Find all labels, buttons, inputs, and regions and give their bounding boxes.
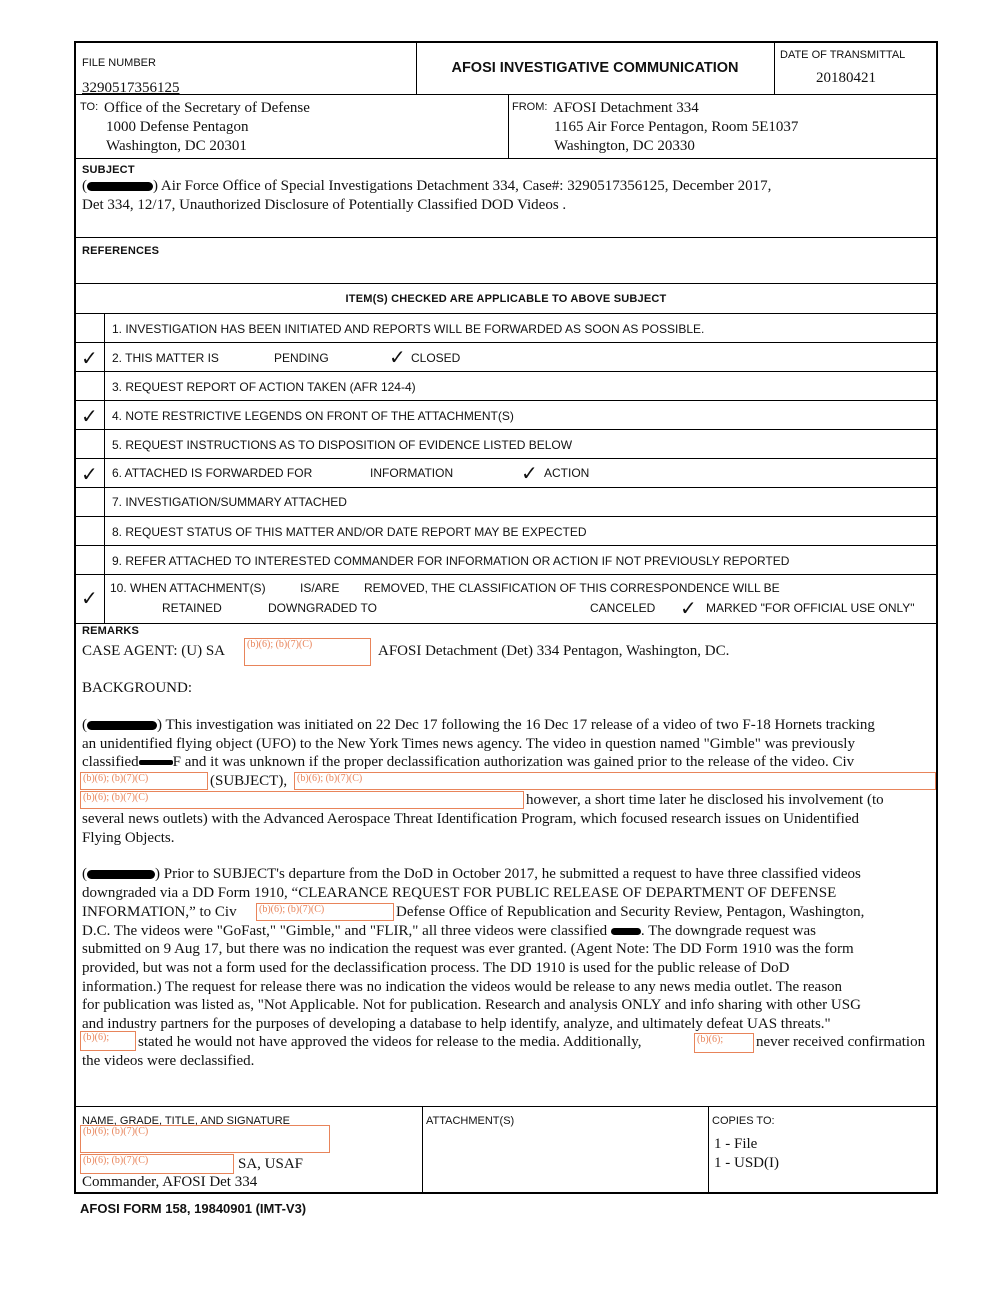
from-line-3: Washington, DC 20330 xyxy=(554,138,695,154)
case-agent-suffix: AFOSI Detachment (Det) 334 Pentagon, Washington, DC. xyxy=(378,643,730,659)
copy-1: 1 - File xyxy=(714,1136,758,1152)
redaction-box: (b)(6); (b)(7)(C) xyxy=(80,791,524,809)
subject-line-2: Det 334, 12/17, Unauthorized Disclosure of Potentially Classified DOD Videos . xyxy=(82,197,567,213)
item-10-c: REMOVED, THE CLASSIFICATION OF THIS CORRESPONDENCE WILL BE xyxy=(364,581,780,595)
item-1: 1. INVESTIGATION HAS BEEN INITIATED AND REPORTS WILL BE FORWARDED AS SOON AS POSSIBLE. xyxy=(112,322,705,336)
transmittal-date: 20180421 xyxy=(816,70,876,86)
p1-line-5: however, a short time later he disclosed his involvement (to xyxy=(526,792,884,808)
classification-blackout xyxy=(139,760,173,765)
copy-2: 1 - USD(I) xyxy=(714,1155,779,1171)
check-icon: ✓ xyxy=(81,346,98,370)
item-10-canceled: CANCELED xyxy=(590,601,656,615)
subject-label: SUBJECT xyxy=(82,164,135,176)
p2-line-6: provided, but was not a form used for the declassification process. The DD 1910 is used for the public release of DoD xyxy=(82,960,790,976)
attachments-label: ATTACHMENT(S) xyxy=(426,1115,515,1127)
classification-blackout xyxy=(611,928,641,935)
item-5: 5. REQUEST INSTRUCTIONS AS TO DISPOSITION OF EVIDENCE LISTED BELOW xyxy=(112,438,573,452)
classification-blackout xyxy=(87,182,153,191)
item-2-closed: CLOSED xyxy=(411,351,461,365)
check-icon: ✓ xyxy=(81,404,98,428)
item-2: 2. THIS MATTER IS xyxy=(112,351,219,365)
items-heading: ITEM(S) CHECKED ARE APPLICABLE TO ABOVE SUBJECT xyxy=(345,293,667,305)
signature-label: NAME, GRADE, TITLE, AND SIGNATURE xyxy=(82,1115,291,1127)
p1-line-3: classified F and it was unknown if the proper declassification authorization was gained prior to the release of the video. Civ xyxy=(82,754,855,770)
item-10-a: 10. WHEN ATTACHMENT(S) xyxy=(110,581,266,595)
p2-line-2: downgraded via a DD Form 1910, “CLEARANCE REQUEST FOR PUBLIC RELEASE OF DEPARTMENT OF DEFENSE xyxy=(82,885,837,901)
p1-line-4: (SUBJECT), xyxy=(210,773,288,789)
item-8: 8. REQUEST STATUS OF THIS MATTER AND/OR DATE REPORT MAY BE EXPECTED xyxy=(112,525,587,539)
redaction-box: (b)(6); (b)(7)(C) xyxy=(80,1125,330,1153)
item-10-retained: RETAINED xyxy=(162,601,222,615)
file-number: 3290517356125 xyxy=(82,80,180,96)
from-line-2: 1165 Air Force Pentagon, Room 5E1037 xyxy=(554,119,799,135)
item-7: 7. INVESTIGATION/SUMMARY ATTACHED xyxy=(112,495,347,509)
item-2-pending: PENDING xyxy=(274,351,329,365)
from-label: FROM: xyxy=(512,101,548,113)
redaction-box: (b)(6); xyxy=(694,1033,754,1053)
p2-line-4: D.C. The videos were "GoFast," "Gimble," and "FLIR," all three videos were classified . The downgrade request was xyxy=(82,923,816,939)
case-agent-prefix: CASE AGENT: (U) SA xyxy=(82,643,226,659)
redaction-box: (b)(6); xyxy=(80,1031,136,1051)
p2-line-5: submitted on 9 Aug 17, but there was no indication the request was ever granted. (Agent Note: The DD Form 1910 was the form xyxy=(82,941,854,957)
p1-line-6: several news outlets) with the Advanced Aerospace Threat Identification Program, which focused research issues on Unidentified xyxy=(82,811,859,827)
p2-line-1: ( ) Prior to SUBJECT's departure from the DoD in October 2017, he submitted a request to have three classified videos xyxy=(82,866,861,882)
investigative-communication-form xyxy=(74,41,938,1194)
item-10-downgraded: DOWNGRADED TO xyxy=(268,601,377,615)
p2-line-7: information.) The request for release there was no indication the videos would be release to any news media outlet. The reason xyxy=(82,979,843,995)
classification-blackout xyxy=(87,721,157,730)
p2-line-11: the videos were declassified. xyxy=(82,1053,255,1069)
date-label: DATE OF TRANSMITTAL xyxy=(780,49,906,61)
form-identifier: AFOSI FORM 158, 19840901 (IMT-V3) xyxy=(80,1201,307,1216)
item-10-marked: MARKED "FOR OFFICIAL USE ONLY" xyxy=(706,601,915,615)
classification-blackout xyxy=(87,870,155,879)
copies-label: COPIES TO: xyxy=(712,1115,775,1127)
p1-line-7: Flying Objects. xyxy=(82,830,175,846)
subject-line-1: ( ) Air Force Office of Special Investigations Detachment 334, Case#: 3290517356125, December 2017, xyxy=(82,178,772,194)
p2-line-10a: stated he would not have approved the videos for release to the media. Additionally, xyxy=(138,1034,642,1050)
form-title: AFOSI INVESTIGATIVE COMMUNICATION xyxy=(451,60,739,76)
item-4: 4. NOTE RESTRICTIVE LEGENDS ON FRONT OF THE ATTACHMENT(S) xyxy=(112,409,514,423)
p2-line-3b: Defense Office of Republication and Security Review, Pentagon, Washington, xyxy=(396,904,865,920)
p2-line-10b: never received confirmation xyxy=(756,1034,926,1050)
item-9: 9. REFER ATTACHED TO INTERESTED COMMANDER FOR INFORMATION OR ACTION IF NOT PREVIOUSLY REPORTED xyxy=(112,554,790,568)
signer-title: Commander, AFOSI Det 334 xyxy=(82,1174,258,1190)
to-line-2: 1000 Defense Pentagon xyxy=(106,119,249,135)
p2-line-3a: INFORMATION,” to Civ xyxy=(82,904,237,920)
item-6-action: ACTION xyxy=(544,466,590,480)
item-10-b: IS/ARE xyxy=(300,581,340,595)
check-icon: ✓ xyxy=(81,586,98,610)
remarks-label: REMARKS xyxy=(82,625,140,637)
check-icon: ✓ xyxy=(389,345,406,369)
redaction-box: (b)(6); (b)(7)(C) xyxy=(80,772,208,790)
background-heading: BACKGROUND: xyxy=(82,680,193,696)
signer-rank: SA, USAF xyxy=(238,1156,304,1172)
file-number-label: FILE NUMBER xyxy=(82,57,156,69)
references-label: REFERENCES xyxy=(82,245,160,257)
redaction-box: (b)(6); (b)(7)(C) xyxy=(244,638,371,666)
to-line-1: Office of the Secretary of Defense xyxy=(104,100,310,116)
check-icon: ✓ xyxy=(521,461,538,485)
p1-line-2: an unidentified flying object (UFO) to the New York Times news agency. The video in question named "Gimble" was previously xyxy=(82,736,855,752)
redaction-box: (b)(6); (b)(7)(C) xyxy=(294,772,936,790)
item-6: 6. ATTACHED IS FORWARDED FOR xyxy=(112,466,313,480)
redaction-box: (b)(6); (b)(7)(C) xyxy=(80,1154,234,1174)
p2-line-8: for publication was listed as, "Not Applicable. Not for publication. Research and analysis ONLY and info sharing with other USG xyxy=(82,997,861,1013)
item-3: 3. REQUEST REPORT OF ACTION TAKEN (AFR 124-4) xyxy=(112,380,416,394)
from-line-1: AFOSI Detachment 334 xyxy=(553,100,699,116)
to-line-3: Washington, DC 20301 xyxy=(106,138,247,154)
p2-line-9: and industry partners for the purposes of developing a database to help identify, analyze, and ultimately defeat UAS threats." xyxy=(82,1016,831,1032)
p1-line-1: ( ) This investigation was initiated on 22 Dec 17 following the 16 Dec 17 release of a video of two F-18 Hornets tracking xyxy=(82,717,875,733)
item-6-information: INFORMATION xyxy=(370,466,454,480)
redaction-box: (b)(6); (b)(7)(C) xyxy=(256,903,394,921)
check-icon: ✓ xyxy=(680,596,697,620)
to-label: TO: xyxy=(80,101,99,113)
check-icon: ✓ xyxy=(81,462,98,486)
